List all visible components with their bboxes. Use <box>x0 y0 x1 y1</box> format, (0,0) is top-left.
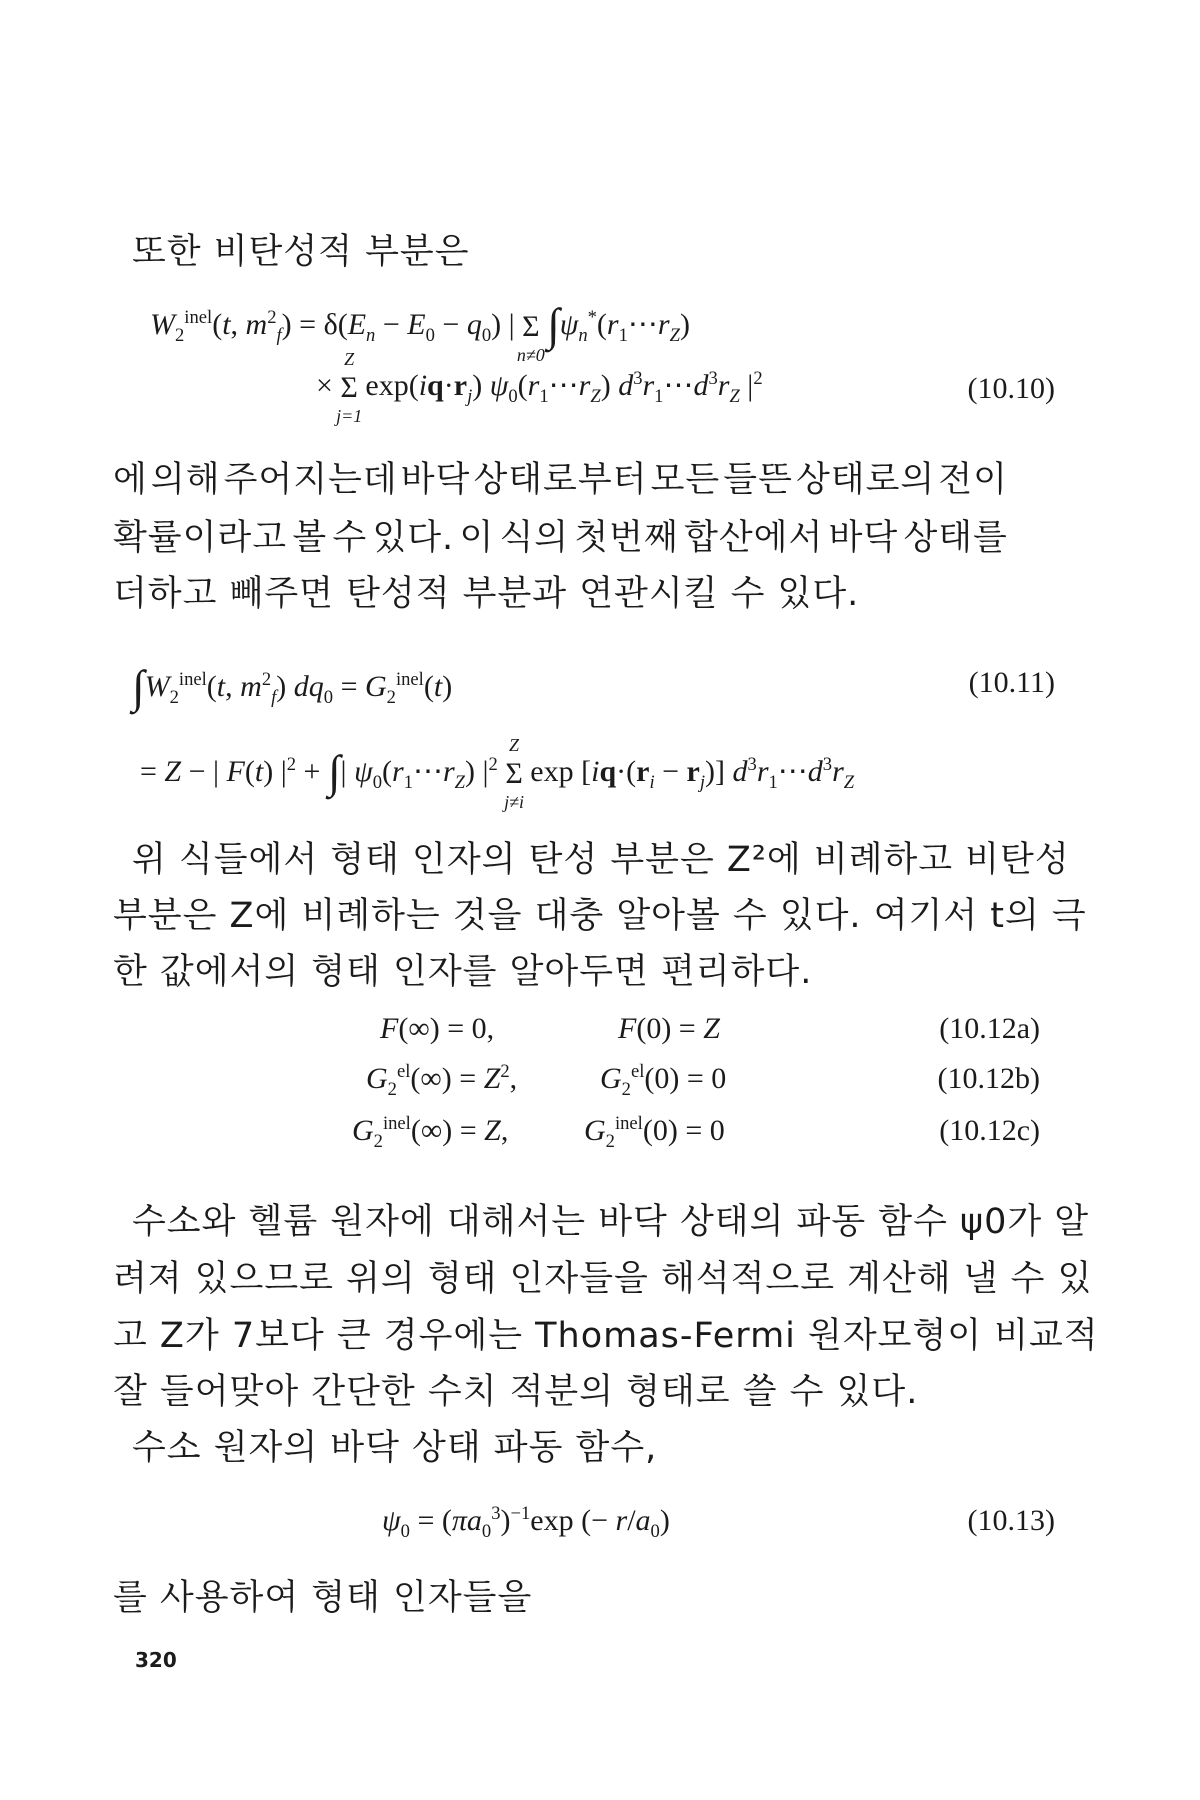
paragraph-line: 더하고 빼주면 탄성적 부분과 연관시킬 수 있다. <box>113 574 860 614</box>
equation-number: (10.13) <box>967 1504 1055 1537</box>
equation-10-12a-right: F(0) = Z <box>618 1012 720 1045</box>
equation-10-13: $\psi_0 = (\pi a_0^3)^{-1}\exp$ (− $r/a_0$) <box>382 1503 670 1542</box>
paragraph-line: 잘 들어맞아 간단한 수치 적분의 형태로 쓸 수 있다. <box>113 1372 919 1412</box>
paragraph-line: 고 Z가 7보다 큰 경우에는 Thomas-Fermi 원자모형이 비교적 <box>113 1316 1099 1356</box>
page-number: 320 <box>135 1648 177 1672</box>
paragraph-line: 부분은 Z에 비례하는 것을 대충 알아볼 수 있다. 여기서 t의 극 <box>113 896 1087 936</box>
equation-10-12b-left: $G_2^{el}(\infty) = Z^2$, <box>366 1061 518 1100</box>
paragraph-line: 를 사용하여 형태 인자들을 <box>113 1578 533 1618</box>
paragraph-line: 한 값에서의 형태 인자를 알아두면 편리하다. <box>113 952 813 992</box>
equation-10-12a-left: F(∞) = 0, <box>380 1012 495 1045</box>
equation-10-10-line2: × Z Σ j=1 $\exp(iq\cdot r_j)$ $\psi_0(r_1\cdots r_Z)$ $d^3r_1\cdots d^3r_Z$ $|^2$ <box>316 349 763 427</box>
paragraph-line: 에 의해 주어지는데 바닥 상태로부터 모든 들뜬 상태로의 전이 <box>113 460 1008 500</box>
equation-10-10-line1: $W_2^{inel}(t$, $m^2_f) = \delta(E_n - E_0 - q_0)$ | Σ n≠0 $\int\psi_n^*(r_1\cdots r_Z)$ <box>150 299 690 366</box>
equation-10-12b-right: $G_2^{el}(0) = 0$ <box>600 1061 727 1100</box>
equation-number: (10.10) <box>967 372 1055 405</box>
equation-10-11-line2: = Z − | F(t) $|^2$ + ∫| $\psi_0(r_1\cdots r_Z)$ $|^2$ Z Σ j≠i $\exp [iq\cdot(r_i - r_j)]$ $d^3r_1\cdots d^3r_Z$ <box>140 735 855 813</box>
equation-number: (10.12b) <box>937 1062 1040 1095</box>
equation-number: (10.11) <box>968 666 1055 699</box>
paragraph-line: 수소와 헬륨 원자에 대해서는 바닥 상태의 파동 함수 ψ0가 알 <box>132 1202 1090 1242</box>
equation-number: (10.12c) <box>939 1114 1040 1147</box>
equation-10-12c-left: $G_2^{inel}(\infty) = Z$, <box>352 1113 509 1152</box>
paragraph-line: 확률이라고 볼 수 있다. 이 식의 첫번째 합산에서 바닥 상태를 <box>113 518 1008 558</box>
paragraph-line: 위 식들에서 형태 인자의 탄성 부분은 Z²에 비례하고 비탄성 <box>132 840 1070 880</box>
paragraph-line: 려져 있으므로 위의 형태 인자들을 해석적으로 계산해 낼 수 있 <box>113 1259 1093 1299</box>
intro-text: 또한 비탄성적 부분은 <box>132 232 470 272</box>
equation-10-12c-right: $G_2^{inel}(0) = 0$ <box>584 1113 725 1152</box>
equation-10-11-line1: $\int W_2^{inel}(t$, $m^2_f$) $dq_0 = G_2^{inel}(t)$ <box>132 661 453 712</box>
paragraph-line: 수소 원자의 바닥 상태 파동 함수, <box>132 1428 658 1468</box>
equation-number: (10.12a) <box>939 1012 1040 1045</box>
